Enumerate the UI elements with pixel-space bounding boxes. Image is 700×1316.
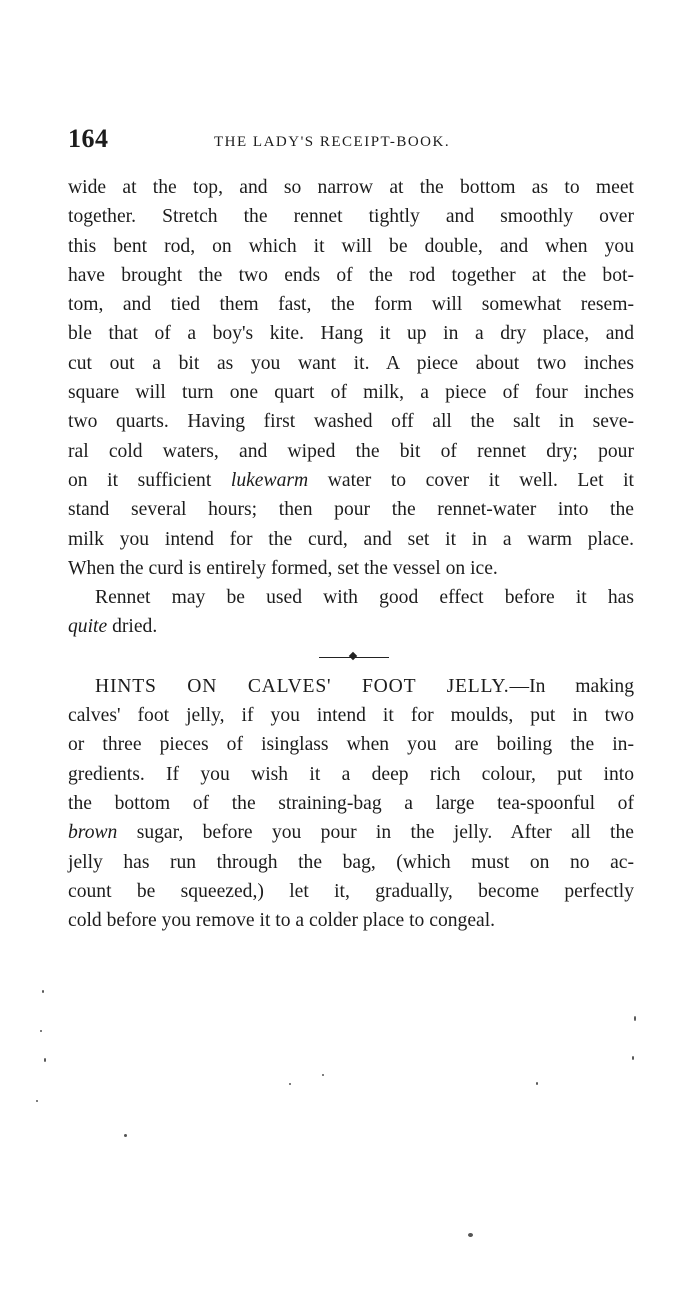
calves-foot-jelly-paragraph bbox=[68, 672, 634, 936]
divider-diamond-icon bbox=[349, 652, 357, 660]
paper-speck bbox=[36, 1100, 38, 1102]
paper-speck bbox=[124, 1134, 127, 1137]
page-number: 164 bbox=[68, 124, 109, 153]
page-header bbox=[68, 124, 634, 160]
paper-speck bbox=[322, 1074, 324, 1076]
text-run: dried. bbox=[107, 616, 158, 638]
italic-word: quite bbox=[68, 616, 108, 638]
text-line: two quarts. Having first washed off all the salt in seve- bbox=[68, 411, 634, 433]
italic-word: brown bbox=[68, 822, 118, 844]
text-line: wide at the top, and so narrow at the bottom as to meet bbox=[68, 177, 634, 198]
text-run: sugar, before you pour in the jelly. After all the bbox=[117, 822, 634, 844]
paper-speck bbox=[634, 1016, 636, 1021]
rennet-note-paragraph bbox=[68, 583, 634, 642]
text-line: the bottom of the straining-bag a large tea-spoonful of bbox=[68, 792, 634, 814]
text-line: stand several hours; then pour the rennet-water into the bbox=[68, 499, 634, 521]
text-line bbox=[68, 612, 634, 641]
text-line bbox=[68, 672, 634, 701]
section-heading: HINTS ON CALVES' FOOT JELLY. bbox=[95, 675, 510, 697]
page-body bbox=[68, 173, 634, 935]
rennet-paragraph bbox=[68, 173, 634, 583]
text-line: jelly has run through the bag, (which must on no ac- bbox=[68, 851, 634, 873]
text-line: ral cold waters, and wiped the bit of rennet dry; pour bbox=[68, 440, 634, 462]
text-line bbox=[68, 466, 634, 495]
paper-speck bbox=[44, 1058, 46, 1062]
running-head: THE LADY'S RECEIPT-BOOK. bbox=[214, 134, 451, 150]
text-line: tom, and tied them fast, the form will somewhat resem- bbox=[68, 294, 634, 316]
section-divider bbox=[68, 642, 634, 672]
text-line bbox=[68, 818, 634, 847]
text-line: together. Stretch the rennet tightly and smoothly over bbox=[68, 206, 634, 228]
paper-speck bbox=[632, 1056, 634, 1060]
text-line: ble that of a boy's kite. Hang it up in a dry place, and bbox=[68, 323, 634, 345]
text-line: calves' foot jelly, if you intend it for moulds, put in two bbox=[68, 705, 634, 727]
text-line: milk you intend for the curd, and set it in a warm place. bbox=[68, 528, 634, 550]
text-run: water to cover it well. Let it bbox=[308, 469, 634, 491]
text-line: Rennet may be used with good effect before it has bbox=[95, 587, 634, 609]
text-line: square will turn one quart of milk, a piece of four inches bbox=[68, 382, 634, 404]
text-line: cut out a bit as you want it. A piece about two inches bbox=[68, 352, 634, 374]
paper-speck bbox=[40, 1030, 42, 1032]
text-line: gredients. If you wish it a deep rich colour, put into bbox=[68, 763, 634, 785]
text-run: —In making bbox=[509, 675, 634, 697]
paper-speck bbox=[536, 1082, 538, 1085]
paper-speck bbox=[468, 1233, 473, 1237]
text-run: on it sufficient bbox=[68, 469, 231, 491]
text-line: this bent rod, on which it will be double, and when you bbox=[68, 235, 634, 257]
paper-speck bbox=[42, 990, 44, 993]
text-line: or three pieces of isinglass when you are boiling the in- bbox=[68, 734, 634, 756]
text-line: When the curd is entirely formed, set the vessel on ice. bbox=[68, 557, 498, 579]
text-line: cold before you remove it to a colder place to congeal. bbox=[68, 910, 496, 932]
paper-speck bbox=[289, 1083, 291, 1085]
text-line: have brought the two ends of the rod together at the bot- bbox=[68, 264, 634, 286]
text-line: count be squeezed,) let it, gradually, become perfectly bbox=[68, 880, 634, 902]
italic-word: lukewarm bbox=[230, 469, 309, 491]
